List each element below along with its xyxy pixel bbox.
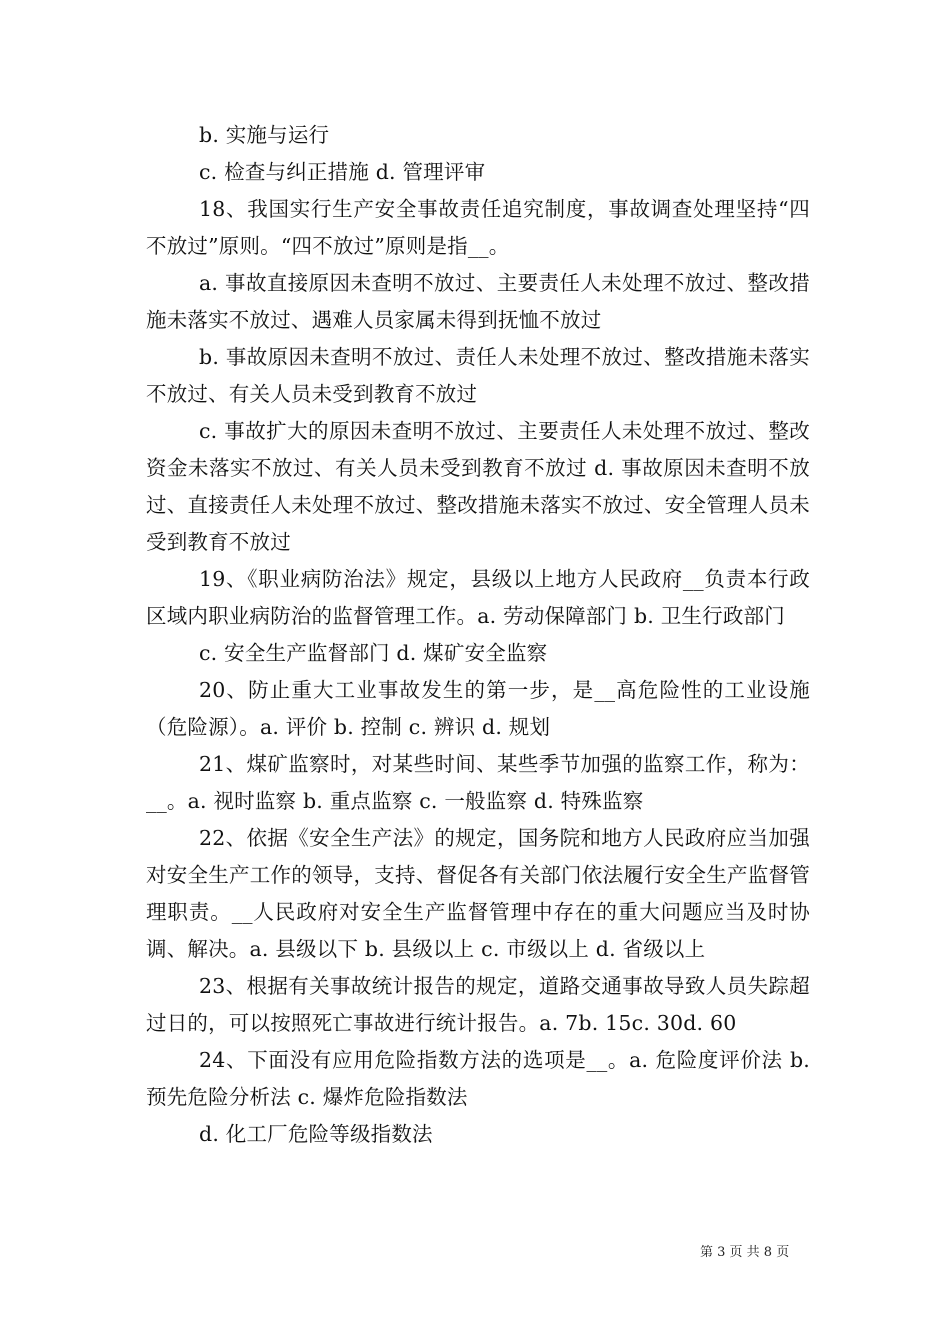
question-18-option-b: b. 事故原因未查明不放过、责任人未处理不放过、整改措施未落实不放过、有关人员未受到教育不放过 — [146, 345, 810, 406]
document-body — [146, 117, 810, 1153]
question-21: 21、煤矿监察时，对某些时间、某些季节加强的监察工作，称为：__。a. 视时监察 b. 重点监察 c. 一般监察 d. 特殊监察 — [146, 752, 810, 813]
question-19: 19、《职业病防治法》规定，县级以上地方人民政府__负责本行政区域内职业病防治的监督管理工作。a. 劳动保障部门 b. 卫生行政部门 — [146, 567, 810, 628]
question-19-options-c-d: c. 安全生产监督部门 d. 煤矿安全监察 — [199, 641, 548, 665]
question-23: 23、根据有关事故统计报告的规定，道路交通事故导致人员失踪超过日的，可以按照死亡事故进行统计报告。a. 7b. 15c. 30d. 60 — [146, 974, 810, 1035]
question-20: 20、防止重大工业事故发生的第一步，是__高危险性的工业设施（危险源）。a. 评价 b. 控制 c. 辨识 d. 规划 — [146, 678, 810, 739]
question-22: 22、依据《安全生产法》的规定，国务院和地方人民政府应当加强对安全生产工作的领导，支持、督促各有关部门依法履行安全生产监督管理职责。__人民政府对安全生产监督管理中存在的重大问题应当及时协调、解决。a. 县级以下 b. 县级以上 c. 市级以上 d. 省级以上 — [146, 826, 810, 961]
question-18-options-c-d: c. 事故扩大的原因未查明不放过、主要责任人未处理不放过、整改资金未落实不放过、有关人员未受到教育不放过 d. 事故原因未查明不放过、直接责任人未处理不放过、整改措施未落实不放过、安全管理人员未受到教育不放过 — [146, 419, 810, 554]
question-24-option-d: d. 化工厂危险等级指数法 — [199, 1122, 433, 1146]
paragraph-option-b-implementation: b. 实施与运行 — [199, 123, 330, 147]
question-18: 18、我国实行生产安全事故责任追究制度，事故调查处理坚持“四不放过”原则。“四不放过”原则是指__。 — [146, 197, 810, 258]
page-number-footer: 第 3 页 共 8 页 — [700, 1245, 790, 1260]
question-18-option-a: a. 事故直接原因未查明不放过、主要责任人未处理不放过、整改措施未落实不放过、遇难人员家属未得到抚恤不放过 — [146, 271, 810, 332]
paragraph-options-c-d: c. 检查与纠正措施 d. 管理评审 — [199, 160, 486, 184]
question-24: 24、下面没有应用危险指数方法的选项是__。a. 危险度评价法 b. 预先危险分析法 c. 爆炸危险指数法 — [146, 1048, 810, 1109]
